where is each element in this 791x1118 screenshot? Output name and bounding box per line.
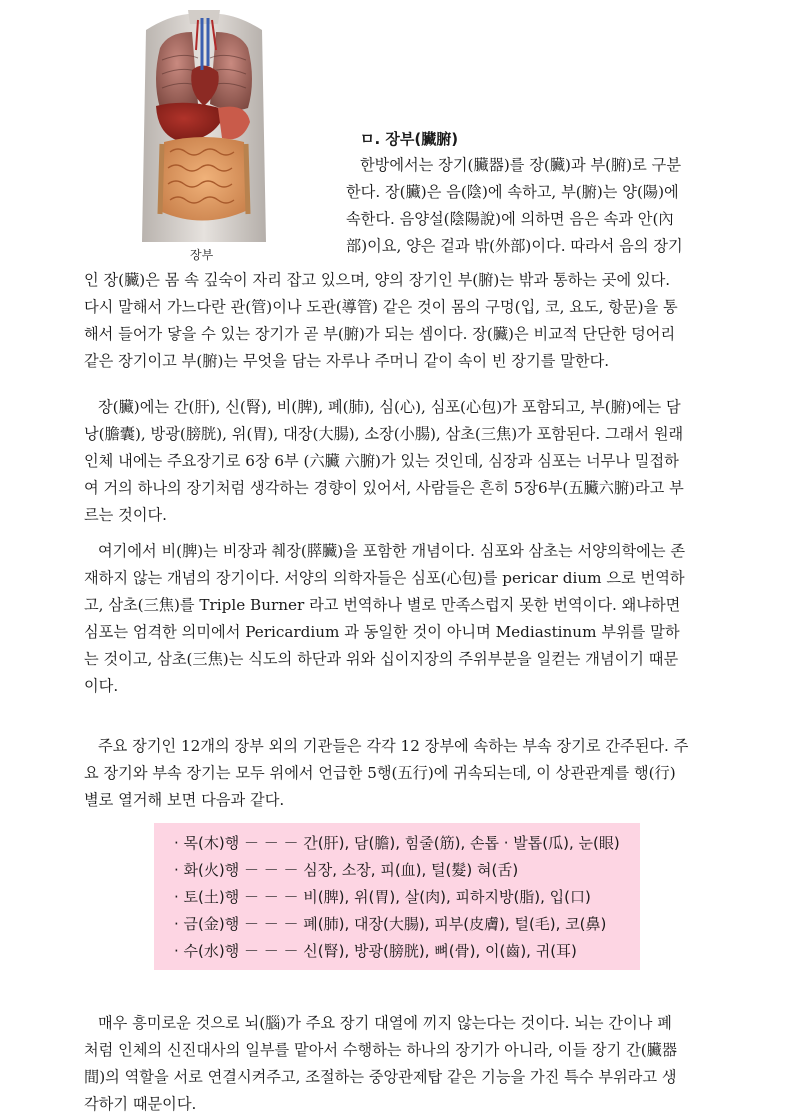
text-line: 는 것이고, 삼초(三焦)는 식도의 하단과 위와 십이지장의 주위부분을 일컫는 개념이기 때문 [84,650,679,668]
text-line: 여기에서 비(脾)는 비장과 췌장(膵臟)을 포함한 개념이다. 심포와 삼초는 서양의학에는 존 [98,542,686,560]
text-line: 르는 것이다. [84,506,168,524]
text-line: 심포는 엄격한 의미에서 Pericardium 과 동일한 것이 아니며 Mediastinum 부위를 말하 [84,623,680,641]
text-line: 처럼 인체의 신진대사의 일부를 맡아서 수행하는 하나의 장기가 아니라, 이들 장기 간(臟器 [84,1041,678,1059]
figure-caption: 장부 [190,248,214,262]
text-line: 여 거의 하나의 장기처럼 생각하는 경향이 있어서, 사람들은 흔히 5장6부(五臟六腑)라고 부 [84,479,684,497]
internal-organs-illustration [138,10,269,242]
text-line: 인 장(臟)은 몸 속 깊숙이 자리 잡고 있으며, 양의 장기인 부(腑)는 밖과 통하는 곳에 있다. [84,271,671,289]
text-line: 다시 말해서 가느다란 관(管)이나 도관(導管) 같은 것이 몸의 구멍(입, 코, 요도, 항문)을 통 [84,298,678,316]
text-line: 같은 장기이고 부(腑)는 무엇을 담는 자루나 주머니 같이 속이 빈 장기를 말한다. [84,352,610,370]
text-line: 이다. [84,677,119,695]
text-line: 한다. 장(臟)은 음(陰)에 속하고, 부(腑)는 양(陽)에 [346,183,679,201]
text-line: 속한다. 음양설(陰陽說)에 의하면 음은 속과 안(內 [346,210,674,228]
element-earth: · 토(土)행 － － － 비(脾), 위(胃), 살(肉), 피하지방(脂), 입(口) [174,888,591,906]
text-line: 部)이요, 양은 겉과 밖(外部)이다. 따라서 음의 장기 [346,237,683,255]
five-elements-box [154,823,640,970]
paragraph-4 [84,733,688,814]
paragraph-5 [84,1010,677,1118]
element-wood: · 목(木)행 － － － 간(肝), 담(膽), 힘줄(筋), 손톱 · 발톱(瓜), 눈(眼) [174,834,620,852]
section-heading: ㅁ. 장부(臟腑) [360,130,459,148]
text-line: 인체 내에는 주요장기로 6장 6부 (六臟 六腑)가 있는 것인데, 심장과 심포는 너무나 밀접하 [84,452,679,470]
element-water: · 수(水)행 － － － 신(腎), 방광(膀胱), 뼈(骨), 이(齒), 귀(耳) [174,942,577,960]
text-line: 한방에서는 장기(臟器)를 장(臟)과 부(腑)로 구분 [360,156,682,174]
text-line: 각하기 때문이다. [84,1095,197,1113]
text-line: 間)의 역할을 서로 연결시켜주고, 조절하는 중앙관제탑 같은 기능을 가진 특수 부위라고 생 [84,1068,677,1086]
text-line: 재하지 않는 개념의 장기이다. 서양의 의학자들은 심포(心包)를 pericar dium 으로 번역하 [84,569,685,587]
text-line: 주요 장기인 12개의 장부 외의 기관들은 각각 12 장부에 속하는 부속 장기로 간주된다. 주 [98,737,689,755]
text-line: 해서 들어가 닿을 수 있는 장기가 곧 부(腑)가 되는 셈이다. 장(臟)은 비교적 단단한 덩어리 [84,325,676,343]
element-metal: · 금(金)행 － － － 폐(肺), 대장(大腸), 피부(皮膚), 털(毛), 코(鼻) [174,915,607,933]
text-line: 장(臟)에는 간(肝), 신(腎), 비(脾), 폐(肺), 심(心), 심포(心包)가 포함되고, 부(腑)에는 담 [98,398,681,416]
paragraph-1 [84,267,678,375]
text-line: 별로 열거해 보면 다음과 같다. [84,791,285,809]
text-line: 요 장기와 부속 장기는 모두 위에서 언급한 5행(五行)에 귀속되는데, 이 상관관계를 행(行) [84,764,676,782]
text-line: 매우 흥미로운 것으로 뇌(腦)가 주요 장기 대열에 끼지 않는다는 것이다. 뇌는 간이나 폐 [98,1014,672,1032]
paragraph-2 [84,394,684,529]
paragraph-3 [84,538,685,700]
element-fire: · 화(火)행 － － － 심장, 소장, 피(血), 털(髮) 혀(舌) [174,861,519,879]
text-line: 고, 삼초(三焦)를 Triple Burner 라고 번역하나 별로 만족스럽지 못한 번역이다. 왜냐하면 [84,596,681,614]
anatomy-figure [138,10,269,242]
text-line: 낭(膽囊), 방광(膀胱), 위(胃), 대장(大腸), 소장(小腸), 삼초(三焦)가 포함된다. 그래서 원래 [84,425,684,443]
intro-paragraph [346,152,683,260]
